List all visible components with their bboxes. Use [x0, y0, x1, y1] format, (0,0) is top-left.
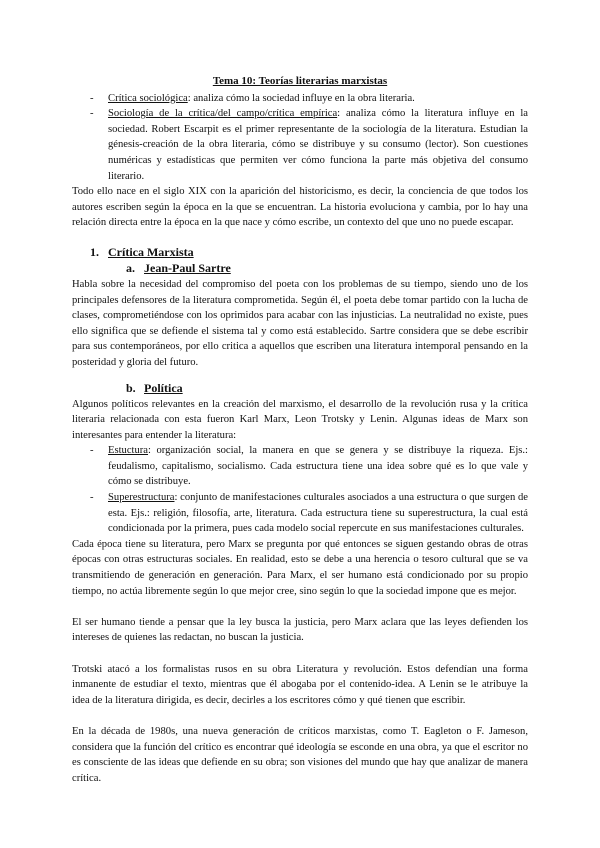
- bullet-term: Estuctura: [108, 445, 149, 457]
- bullet-term: Sociología de la crítica/del campo/crítica empírica: [108, 108, 338, 120]
- bullet-term: Crítica sociológica: [108, 92, 188, 104]
- list-item: [72, 91, 528, 107]
- bullet-text: : analiza cómo la sociedad influye en la obra literaria.: [187, 92, 415, 104]
- body-paragraph: Cada época tiene su literatura, pero Marx se pregunta por qué entonces se siguen gestando obras de otras épocas con otras estructuras sociales. En realidad, esto se debe a una herencia o tesoro cultural que se va transmitiendo de generación en generación. Para Marx, el ser humano está condicionado por su propio tiempo, no actúa libremente según lo que mejor cree, sino según lo que la sociedad impone que es mejor.: [72, 538, 528, 597]
- marx-bullet-list: [72, 443, 528, 537]
- bullet-dash: -: [90, 92, 94, 104]
- bullet-text: : analiza cómo la literatura influye en la sociedad. Robert Escarpit es el primer representante de la sociología de la literatura. Estudian la génesis-creación de la obra literaria, cómo se distribuye y su consumo (lector). Son cuestiones numéricas y estadísticas que permiten ver cómo funciona la parte más objetiva del consumo literario.: [108, 108, 528, 182]
- section-title: Crítica Marxista: [108, 244, 194, 259]
- subsection-heading-a: [72, 261, 528, 277]
- document-title: Tema 10: Teorías literarias marxistas: [212, 75, 388, 87]
- body-paragraph: El ser humano tiende a pensar que la ley busca la justicia, pero Marx aclara que las leyes defienden los intereses de quienes las redactan, no buscan la justicia.: [72, 616, 528, 644]
- bullet-term: Superestructura: [108, 492, 175, 504]
- subsection-title: Política: [144, 380, 183, 395]
- list-item: [72, 490, 528, 537]
- intro-bullet-list: [72, 91, 528, 185]
- bullet-dash: -: [90, 492, 94, 504]
- intro-paragraph: Todo ello nace en el siglo XIX con la aparición del historicismo, es decir, la conciencia de que todos los autores escriben según la época en la que se encuentran. La historia evoluciona y cambia, por lo hay una relación directa entre la época en la que nace y cómo escribe, un contexto del que uno no puede escapar.: [72, 186, 528, 229]
- body-paragraph: En la década de 1980s, una nueva generación de críticos marxistas, como T. Eagleton o F. Jameson, considera que la función del crítico es encontrar qué ideología se esconde en una obra, ya que el escritor no es consciente de las ideas que defiende en su obra; son visiones del mundo que hay que analizar de manera crítica.: [72, 725, 528, 784]
- section-number: 1.: [90, 244, 99, 259]
- bullet-text: : conjunto de manifestaciones culturales asociados a una estructura o que surgen de esta. Ejs.: religión, filosofía, arte, literatura. Cada estructura tiene su superestructura, la cual está condicionada por la primera, pues cada modelo social repercute en sus manifestaciones culturales.: [108, 492, 528, 535]
- sartre-paragraph: Habla sobre la necesidad del compromiso del poeta con los problemas de su tiempo, siendo uno de los principales defensores de la literatura comprometida. Según él, el poeta debe tomar partido con la lucha de clases, comprometiéndose con los oprimidos para acabar con las injusticias. La neutralidad no existe, pues ello significa que se defiende el sistema tal y como está establecido. Sartre considera que se debe escribir para sus contemporáneos, por ello critica a aquellos que escriben una literatura intemporal pensando en la posteridad y gloria del futuro.: [72, 278, 528, 368]
- subsection-heading-b: [72, 381, 528, 397]
- bullet-dash: -: [90, 108, 94, 120]
- bullet-dash: -: [90, 445, 94, 457]
- section-heading: [72, 245, 528, 261]
- body-paragraph: Trotski atacó a los formalistas rusos en su obra Literatura y revolución. Estos defendían una forma inmanente de estudiar el texto, mientras que él abogaba por el contenido-idea. A Lenin se le atribuye la idea de la literatura dirigida, es decir, decirles a los escritores cómo y qué tienen que escribir.: [72, 663, 528, 706]
- subsection-letter: a.: [126, 260, 135, 275]
- politica-paragraph: Algunos políticos relevantes en la creación del marxismo, el desarrollo de la revolución rusa y la crítica literaria relacionada con esta fueron Karl Marx, Leon Trotsky y Lenin. Algunas ideas de Marx son interesantes para entender la literatura:: [72, 398, 528, 441]
- list-item: [72, 443, 528, 490]
- subsection-title: Jean-Paul Sartre: [144, 260, 231, 275]
- list-item: [72, 106, 528, 184]
- document-page: [72, 74, 528, 786]
- bullet-text: : organización social, la manera en que se genera y se distribuye la riqueza. Ejs.: feudalismo, capitalismo, socialismo. Cada estructura tiene una idea sobre qué es lo que vale y cómo se distribuye.: [108, 445, 528, 488]
- subsection-letter: b.: [126, 380, 136, 395]
